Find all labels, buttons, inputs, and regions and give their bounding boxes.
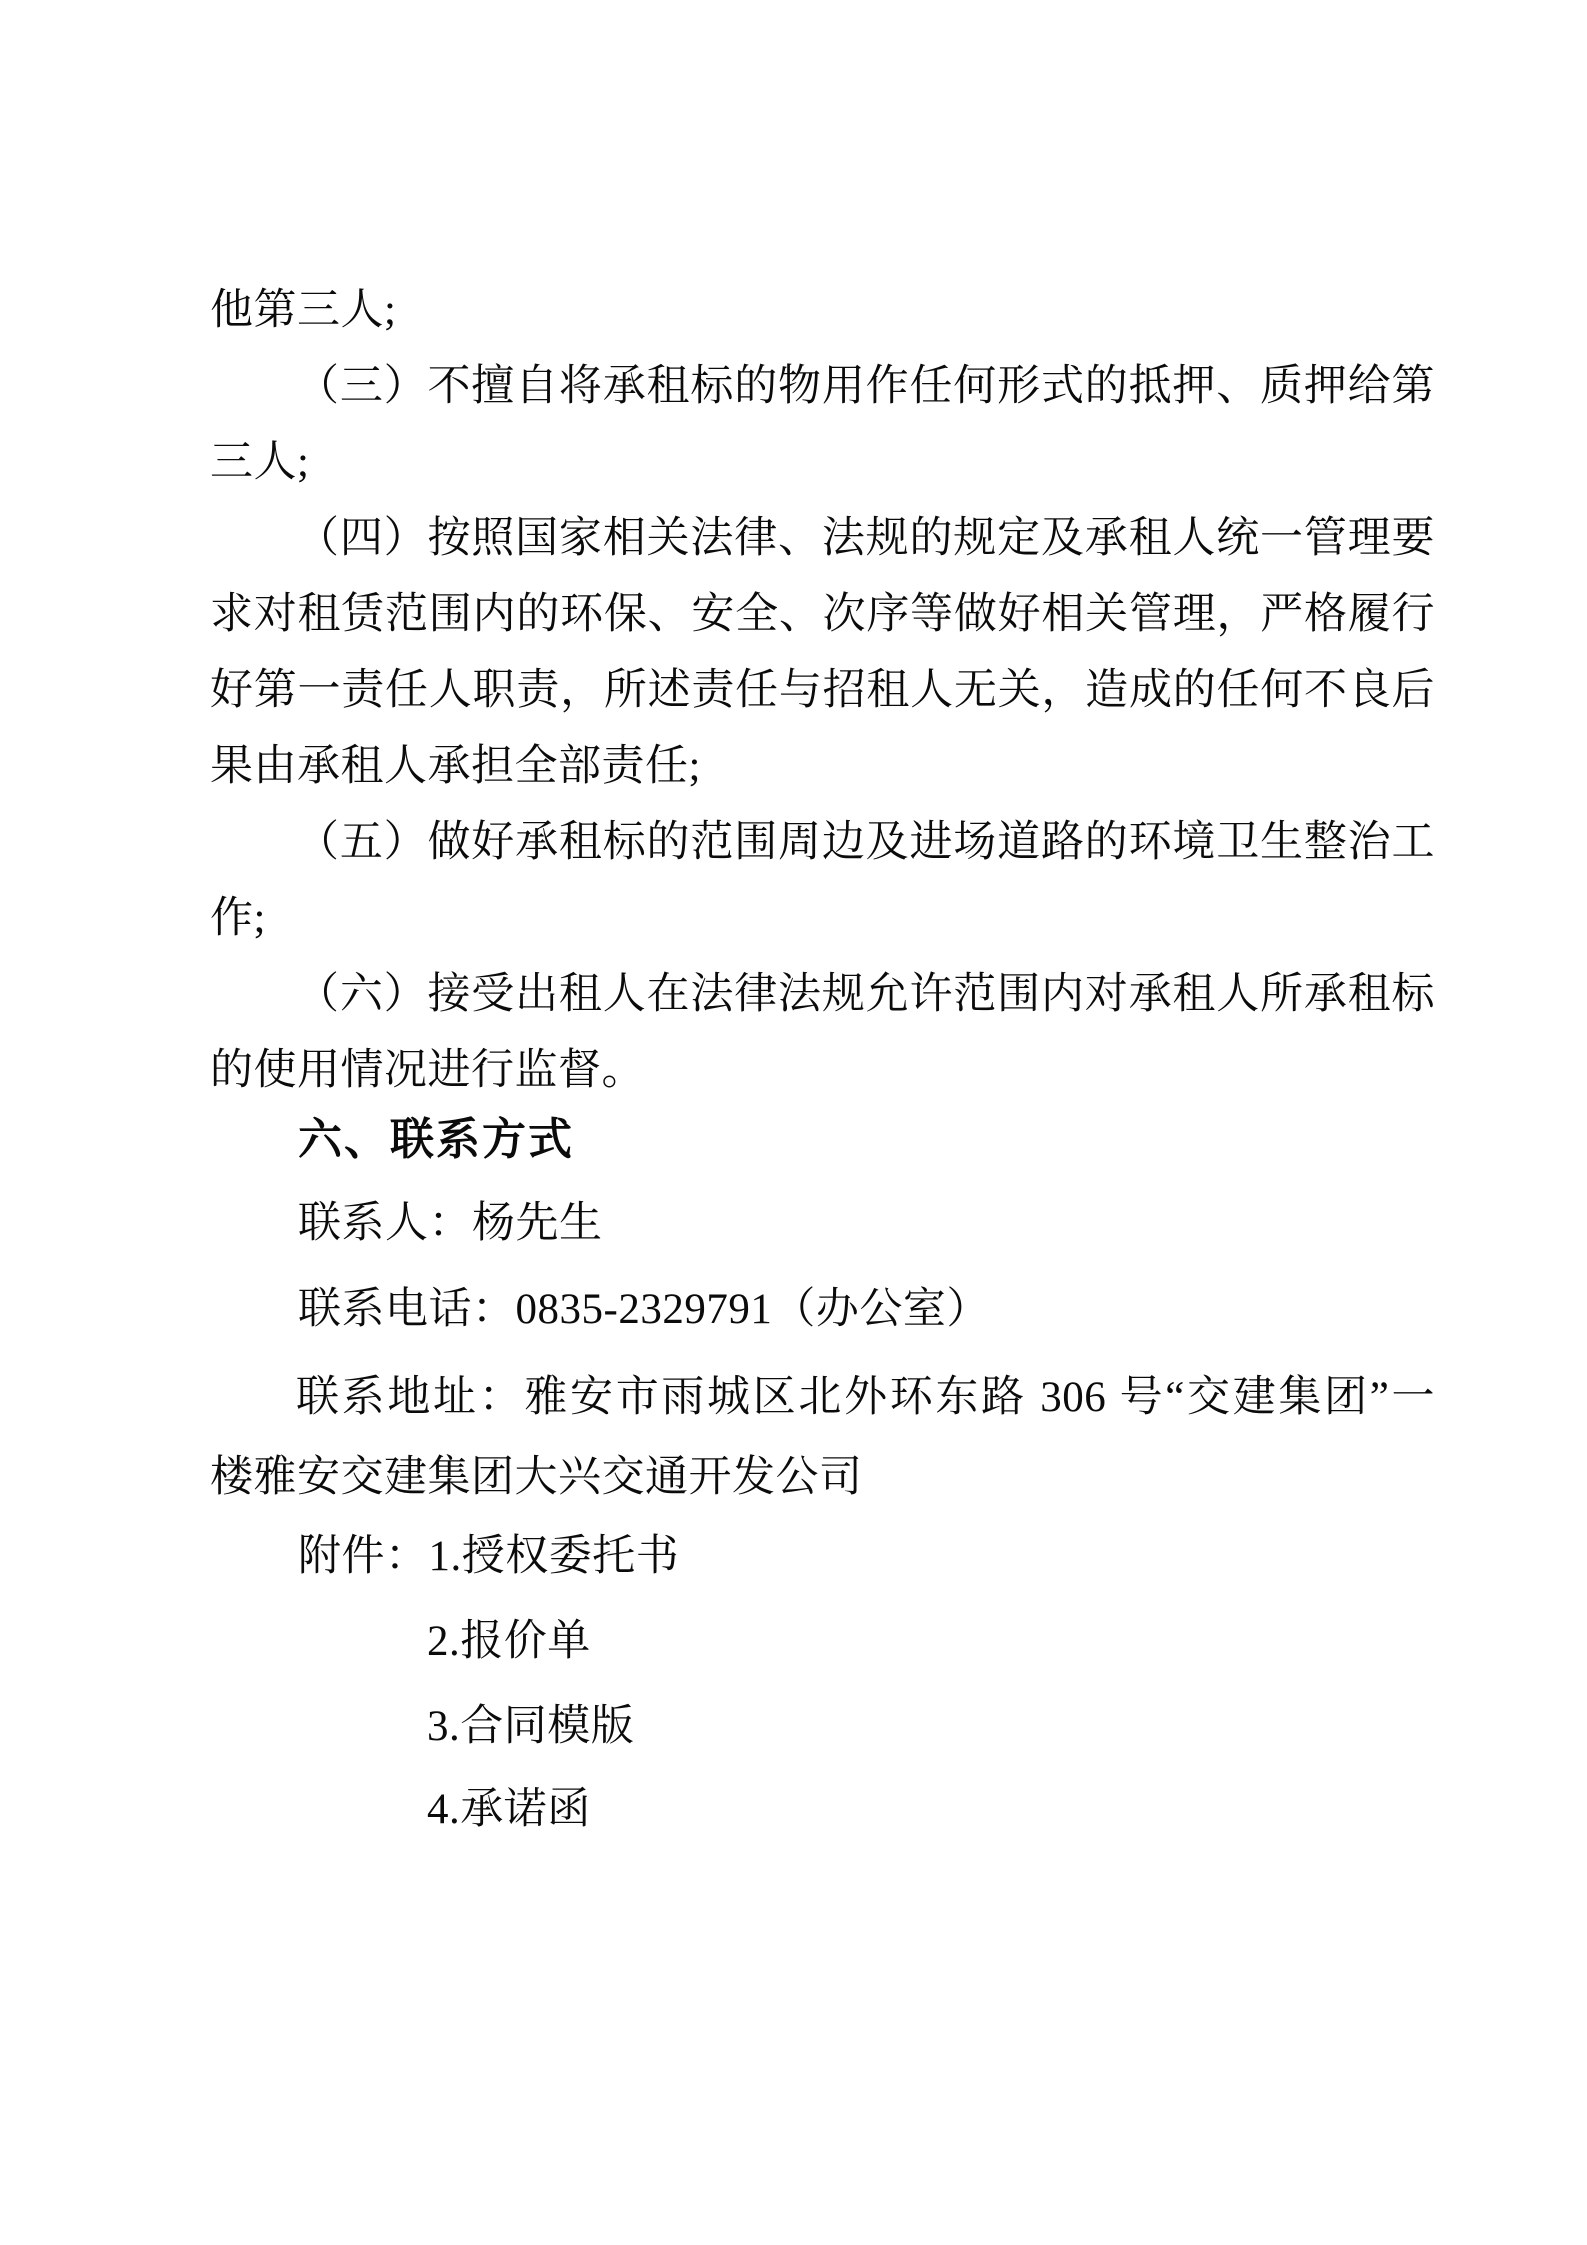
doc-line-clause-4-2: 求对租赁范围内的环保、安全、次序等做好相关管理，严格履行: [210, 591, 1435, 638]
contact-phone-line: 联系电话：0835-2329791（办公室）: [298, 1286, 990, 1333]
doc-line-clause-5: （五）做好承租标的范围周边及进场道路的环境卫生整治工: [296, 819, 1435, 866]
doc-line-clause-4-end: 果由承租人承担全部责任;: [210, 743, 701, 790]
doc-line-clause-4-3: 好第一责任人职责，所述责任与招租人无关，造成的任何不良后: [210, 667, 1435, 714]
doc-line-clause-6: （六）接受出租人在法律法规允许范围内对承租人所承租标: [296, 971, 1435, 1018]
doc-line-clause-4: （四）按照国家相关法律、法规的规定及承租人统一管理要: [296, 515, 1435, 562]
contact-address-line-1: 联系地址：雅安市雨城区北外环东路 306 号“交建集团”一: [296, 1374, 1435, 1421]
attachment-item-3: 3.合同模版: [427, 1703, 635, 1750]
attachment-item-1: 附件：1.授权委托书: [298, 1533, 680, 1580]
section-heading-contact: 六、联系方式: [298, 1115, 574, 1164]
doc-line-clause-3: （三）不擅自将承租标的物用作任何形式的抵押、质押给第: [296, 363, 1435, 410]
doc-line-clause-3-end: 三人;: [210, 439, 310, 486]
doc-line-clause-6-end: 的使用情况进行监督。: [210, 1047, 645, 1094]
contact-address-line-2: 楼雅安交建集团大兴交通开发公司: [210, 1454, 863, 1501]
contact-person-line: 联系人：杨先生: [298, 1200, 603, 1247]
attachment-item-2: 2.报价单: [427, 1618, 591, 1665]
doc-line-continuation: 他第三人;: [210, 287, 397, 334]
doc-line-clause-5-end: 作;: [210, 895, 266, 942]
attachment-item-4: 4.承诺函: [427, 1786, 591, 1833]
